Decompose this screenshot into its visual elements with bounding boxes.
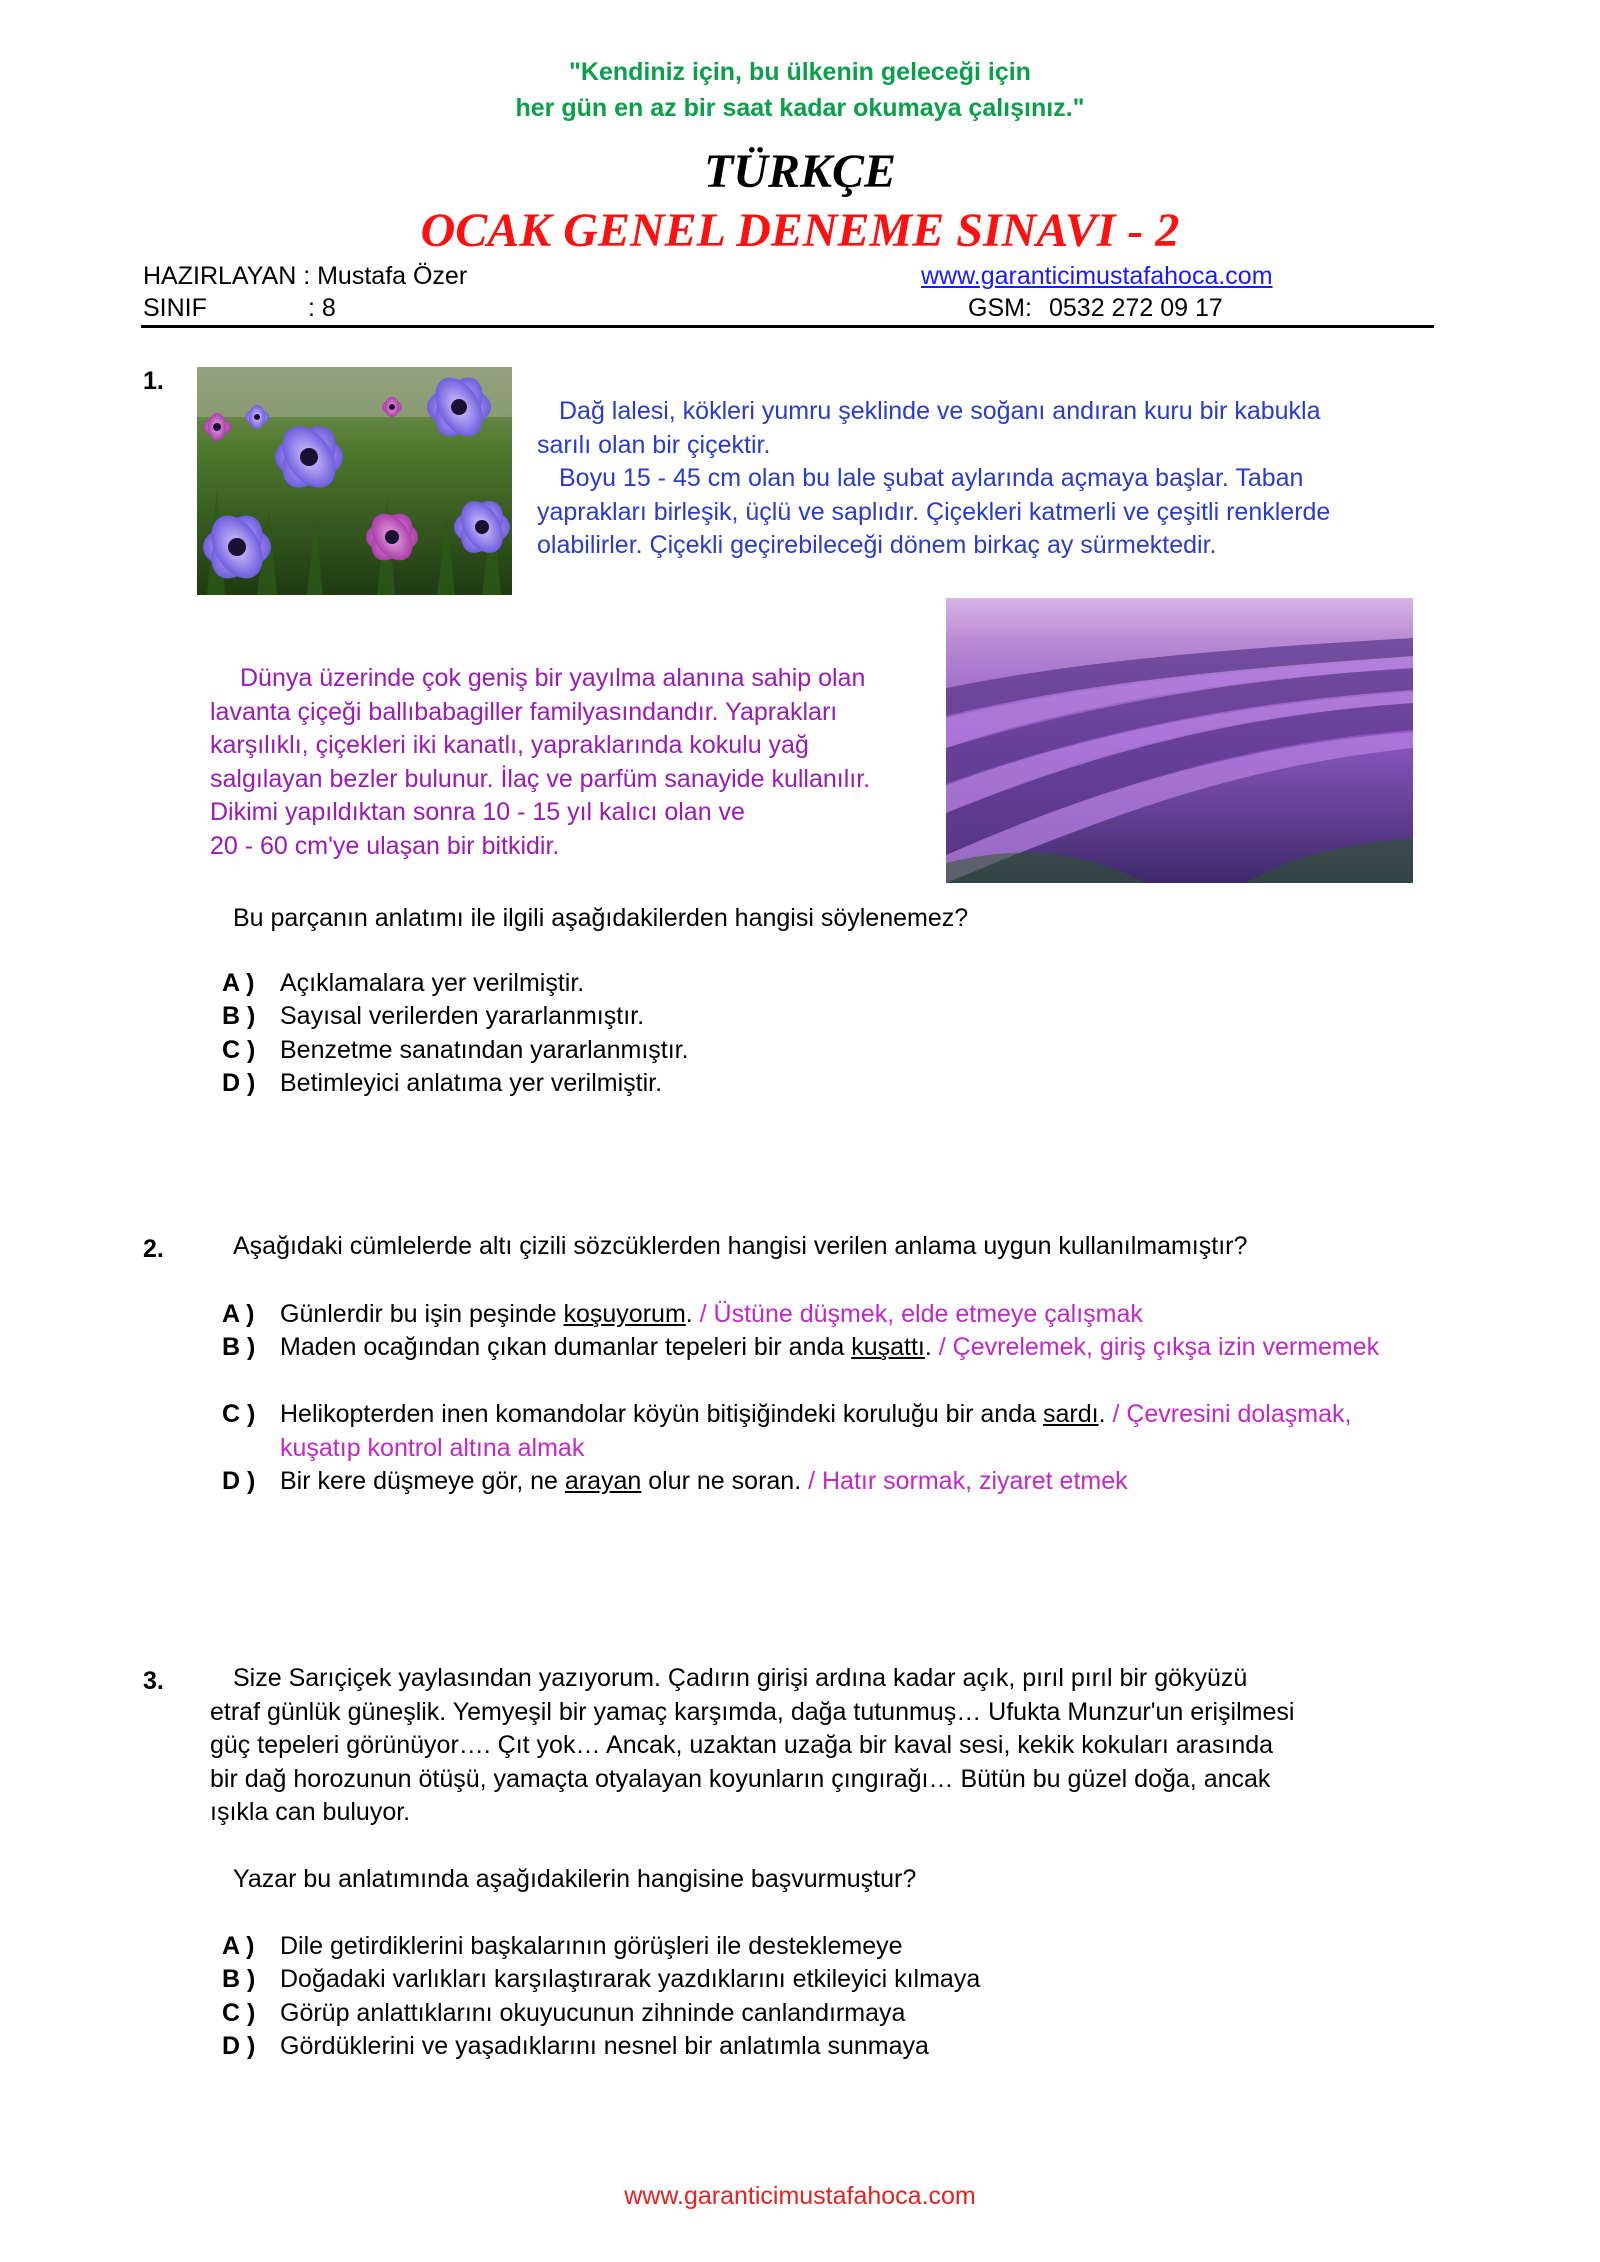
option-label: A ) [222, 1932, 255, 1960]
lavender-line-4: salgılayan bezler bulunur. İlaç ve parfüm sanayide kullanılır. [210, 764, 871, 793]
underlined-word: kuşattı [851, 1333, 925, 1361]
question-2-number: 2. [143, 1235, 164, 1263]
option-meaning: / Üstüne düşmek, elde etmeye çalışmak [692, 1300, 1143, 1328]
option-label: D ) [222, 1467, 256, 1495]
footer-website-link[interactable]: www.garanticimustafahoca.com [624, 2182, 976, 2210]
option-meaning: / Çevresini dolaşmak, kuşatıp kontrol altına almak [280, 1400, 1352, 1462]
question-3-prompt: Yazar bu anlatımında aşağıdakilerin hangisine başvurmuştur? [233, 1865, 917, 1893]
option-text: Dile getirdiklerini başkalarının görüşleri ile desteklemeye [280, 1932, 903, 1960]
option-text: Maden ocağından çıkan dumanlar tepeleri bir anda [280, 1333, 852, 1361]
q3-option-c[interactable] [222, 1997, 1402, 2031]
lavender-line-2: lavanta çiçeği ballıbabagiller familyasındandır. Yaprakları [210, 697, 838, 726]
option-meaning: / Hatır sormak, ziyaret etmek [801, 1467, 1128, 1495]
anemone-flowers-photo [197, 367, 512, 595]
option-text-end: . [1098, 1400, 1106, 1428]
option-label: D ) [222, 2032, 256, 2060]
q1-option-a[interactable] [222, 967, 1402, 1001]
option-text: Bir kere düşmeye gör, ne [280, 1467, 565, 1495]
lavender-line-3: karşılıklı, çiçekleri iki kanatlı, yapraklarında kokulu yağ [210, 731, 809, 759]
q3-option-b[interactable] [222, 1963, 1402, 1997]
gsm-value: 0532 272 09 17 [1049, 294, 1223, 322]
gsm-label: GSM: [968, 294, 1032, 322]
q2-option-c[interactable] [222, 1398, 1402, 1465]
class-label: SINIF [143, 294, 207, 322]
option-text: Gördüklerini ve yaşadıklarını nesnel bir anlatımla sunmaya [280, 2032, 929, 2060]
option-text: Günlerdir bu işin peşinde [280, 1300, 564, 1328]
passage-line-3: güç tepeleri görünüyor…. Çıt yok… Ancak, uzaktan uzağa bir kaval sesi, kekik kokuları arasında [210, 1731, 1274, 1759]
underlined-word: sardı [1042, 1400, 1099, 1428]
exam-title: OCAK GENEL DENEME SINAVI - 2 [420, 204, 1180, 257]
question-2-prompt: Aşağıdaki cümlelerde altı çizili sözcüklerden hangisi verilen anlama uygun kullanılmamıştır? [233, 1232, 1248, 1260]
underlined-word: arayan [564, 1467, 642, 1495]
option-label: C ) [222, 1999, 256, 2027]
passage-line-5: ışıkla can buluyor. [210, 1798, 411, 1826]
option-text-end: olur ne soran. [641, 1467, 802, 1495]
lavender-line-1: Dünya üzerinde çok geniş bir yayılma alanına sahip olan [240, 664, 866, 692]
option-text: Görüp anlattıklarını okuyucunun zihninde canlandırmaya [280, 1999, 906, 2027]
option-label: B ) [222, 1002, 256, 1030]
q2-option-b[interactable] [222, 1331, 1402, 1365]
option-label: A ) [222, 1300, 255, 1328]
passage-line-4: bir dağ horozunun ötüşü, yamaçta otyalayan koyunların çıngırağı… Bütün bu güzel doğa, ancak [210, 1764, 1271, 1793]
tulip-line-5: olabilirler. Çiçekli geçirebileceği dönem birkaç ay sürmektedir. [537, 531, 1217, 559]
option-text: Doğadaki varlıkları karşılaştırarak yazdıklarını etkileyici kılmaya [280, 1965, 981, 1993]
question-3-passage [210, 1662, 1430, 1830]
passage-line-2: etraf günlük güneşlik. Yemyeşil bir yamaç karşımda, dağa tutunmuş… Ufukta Munzur'un erişilmesi [210, 1697, 1295, 1726]
motto-line-2: her gün en az bir saat kadar okumaya çalışınız." [515, 94, 1085, 122]
q1-option-b[interactable] [222, 1000, 1402, 1034]
tulip-line-3: Boyu 15 - 45 cm olan bu lale şubat aylarında açmaya başlar. Taban [559, 464, 1304, 492]
motto-line-1: "Kendiniz için, bu ülkenin geleceği için [569, 58, 1031, 86]
subject-title: TÜRKÇE [703, 145, 897, 198]
tulip-line-1: Dağ lalesi, kökleri yumru şeklinde ve soğanı andıran kuru bir kabukla [559, 397, 1321, 425]
q2-option-d[interactable] [222, 1465, 1402, 1499]
option-text-end: . [924, 1333, 932, 1361]
header-divider [141, 325, 1434, 328]
lavender-line-5: Dikimi yapıldıktan sonra 10 - 15 yıl kalıcı olan ve [210, 798, 745, 826]
option-label: A ) [222, 969, 255, 997]
option-label: C ) [222, 1036, 256, 1064]
q1-option-d[interactable] [222, 1067, 1402, 1101]
q1-option-c[interactable] [222, 1034, 1402, 1068]
option-meaning: / Çevrelemek, giriş çıkşa izin vermemek [931, 1333, 1380, 1361]
option-label: B ) [222, 1965, 256, 1993]
tulip-paragraph [537, 395, 1437, 563]
option-text: Benzetme sanatından yararlanmıştır. [280, 1036, 689, 1064]
q2-option-a[interactable] [222, 1298, 1402, 1332]
lavender-field-photo [946, 598, 1413, 883]
lavender-paragraph [210, 662, 940, 863]
q3-option-d[interactable] [222, 2030, 1402, 2064]
class-value: : 8 [308, 294, 336, 322]
option-text: Sayısal verilerden yararlanmıştır. [280, 1002, 645, 1030]
option-text: Betimleyici anlatıma yer verilmiştir. [280, 1069, 663, 1097]
question-1-prompt: Bu parçanın anlatımı ile ilgili aşağıdakilerden hangisi söylenemez? [233, 904, 969, 932]
question-1-number: 1. [143, 367, 164, 395]
option-label: C ) [222, 1400, 256, 1428]
option-label: D ) [222, 1069, 256, 1097]
q3-option-a[interactable] [222, 1930, 1402, 1964]
question-3-number: 3. [143, 1667, 164, 1695]
tulip-line-2: sarılı olan bir çiçektir. [537, 430, 771, 459]
prepared-by: HAZIRLAYAN : Mustafa Özer [143, 262, 468, 290]
tulip-line-4: yaprakları birleşik, üçlü ve saplıdır. Çiçekleri katmerli ve çeşitli renklerde [537, 497, 1331, 526]
lavender-line-6: 20 - 60 cm'ye ulaşan bir bitkidir. [210, 831, 560, 860]
passage-line-1: Size Sarıçiçek yaylasından yazıyorum. Çadırın girişi ardına kadar açık, pırıl pırıl bir gökyüzü [233, 1664, 1248, 1692]
option-text: Açıklamalara yer verilmiştir. [280, 969, 585, 997]
header-website-link[interactable]: www.garanticimustafahoca.com [921, 262, 1273, 290]
underlined-word: koşuyorum [563, 1300, 686, 1328]
option-text-end: . [685, 1300, 693, 1328]
option-text: Helikopterden inen komandolar köyün bitişiğindeki koruluğu bir anda [280, 1400, 1043, 1428]
option-label: B ) [222, 1333, 256, 1361]
